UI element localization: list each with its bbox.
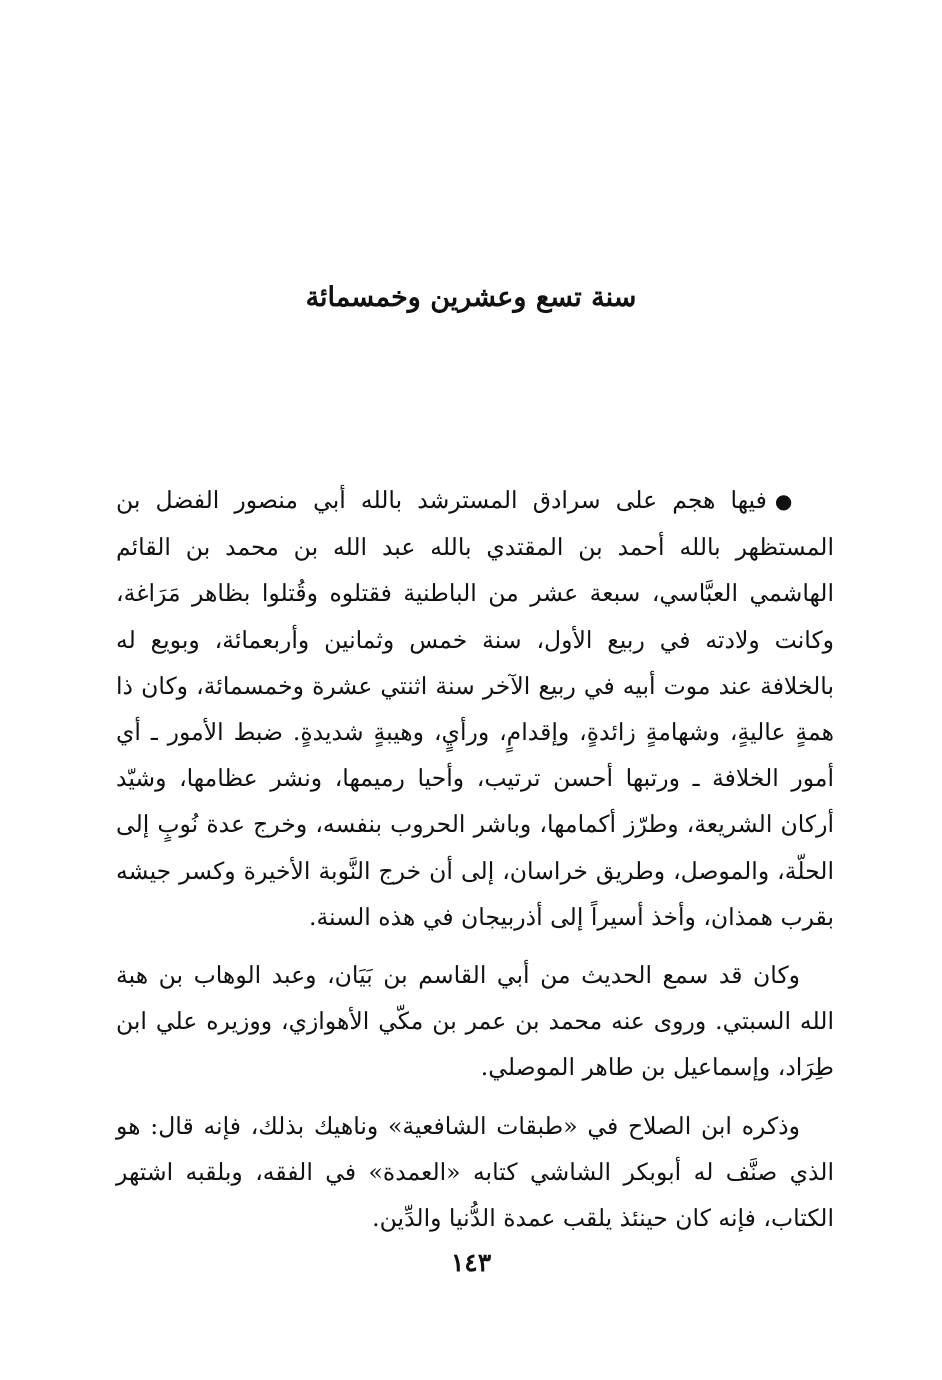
body-text — [116, 477, 834, 1241]
page-number: ١٤٣ — [450, 1248, 492, 1277]
paragraph-3: وذكره ابن الصلاح في «طبقات الشافعية» وناهيك بذلك، فإنه قال: هو الذي صنَّف له أبوبكر الشاشي كتابه «العمدة» في الفقه، وبلقبه اشتهر الكتاب، فإنه كان حينئذ يلقب عمدة الدُّنيا والدِّين. — [116, 1111, 834, 1233]
paragraph-2: وكان قد سمع الحديث من أبي القاسم بن بَيَان، وعبد الوهاب بن هبة الله السبتي. وروى عنه محمد بن عمر بن مكّي الأهوازي، ووزيره علي ابن طِرَاد، وإسماعيل بن طاهر الموصلي. — [116, 961, 834, 1082]
bullet-icon: ● — [774, 489, 800, 513]
paragraph-1 — [116, 477, 834, 940]
paragraph-1-text: فيها هجم على سرادق المسترشد بالله أبي منصور الفضل بن المستظهر بالله أحمد بن المقتدي بالله عبد الله بن محمد بن القائم الهاشمي العبَّاسي، سبعة عشر من الباطنية فقتلوه وقُتلوا بظاهر مَرَاغة، وكانت ولادته في ربيع الأول، سنة خمس وثمانين وأربعمائة، وبويع له بالخلافة عند موت أبيه في ربيع الآخر سنة اثنتي عشرة وخمسمائة، وكان ذا همةٍ عاليةٍ، وشهامةٍ زائدةٍ، وإقدامٍ، ورأيٍ، وهيبةٍ شديدةٍ. ضبط الأمور ـ أي أمور الخلافة ـ ورتبها أحسن ترتيب، وأحيا رميمها، ونشر عظامها، وشيّد أركان الشريعة، وطرّز أكمامها، وباشر الحروب بنفسه، وخرج عدة نُوبٍ إلى الحلّة، والموصل، وطريق خراسان، إلى أن خرج النَّوبة الأخيرة وكسر جيشه بقرب همذان، وأخذ أسيراً إلى أذربيجان في هذه السنة. — [116, 486, 834, 931]
chapter-heading: سنة تسع وعشرين وخمسمائة — [305, 282, 637, 313]
